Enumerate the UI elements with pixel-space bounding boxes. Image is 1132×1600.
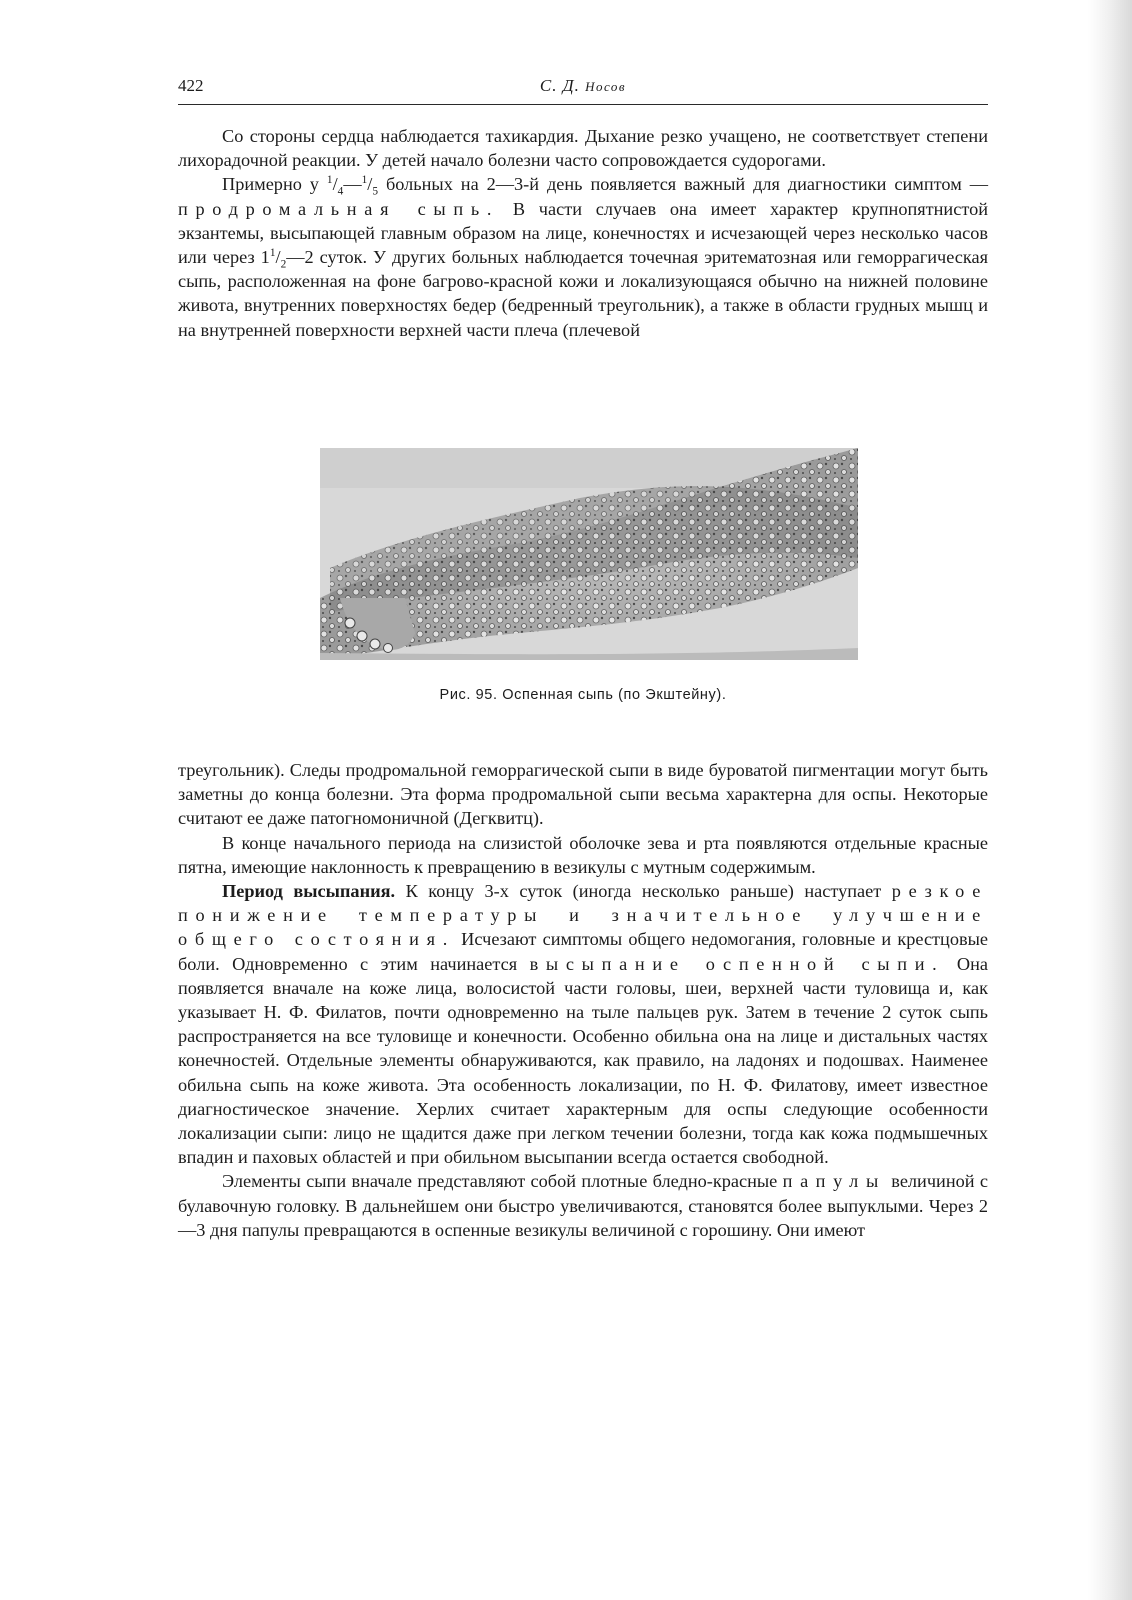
running-head-author [178, 76, 988, 96]
page-edge-shadow [1088, 0, 1132, 1600]
paragraph-5 [178, 879, 988, 1169]
p6-text-a: Элементы сыпи вначале представляют собой плотные бледно-красные [222, 1171, 778, 1192]
paragraph-4: В конце начального периода на слизистой оболочке зева и рта появляются отдельные красные пятна, имеющие наклонность к превращению в везикулы с мутным содержимым. [178, 832, 988, 877]
paragraph-1: Со стороны сердца наблюдается тахикардия. Дыхание резко учащено, не соответствует степени лихорадочной реакции. У детей начало болезни часто сопровождается судорогами. [178, 126, 988, 171]
section-heading-eruption-period: Период высыпания. [222, 881, 396, 902]
p6-spaced-term: папулы [782, 1171, 886, 1192]
p5-text-a: К концу 3-х суток (иногда несколько раньше) наступает [405, 881, 882, 902]
p2-text-a: Примерно у [222, 174, 319, 195]
frac1-den: 4 [337, 186, 344, 199]
frac1-num: 1 [326, 174, 333, 187]
bottom-text-block [178, 758, 988, 1242]
p5-spaced-term-2: высыпание оспенной сыпи. [529, 953, 945, 974]
p2-text-b: больных на 2—3-й день появляется важный для диагностики симптом — [385, 174, 988, 195]
p5-text-c: Она появляется вначале на коже лица, волосистой части головы, шеи, верхней части туловища и, как указывает Н. Ф. Филатов, почти одновременно на тыле пальцев рук. Затем в течение 2 суток сыпь распространяется на все туловище и конечности. Особенно обильна она на лице и дистальных частях конечностей. Отдельные элементы обнаруживаются, как правило, на ладонях и подошвах. Наименее обильна сыпь на коже живота. Эта особенность локализации, по Н. Ф. Филатову, имеет известное диагностическое значение. Херлих считает характерным для оспы следующие особенности локализации сыпи: лицо не щадится даже при легком течении болезни, тогда как кожа подмышечных впадин и паховых областей и при обильном высыпании всегда остается свободной. [178, 953, 988, 1168]
top-text-block [178, 124, 988, 342]
paragraph-2: Примерно у $^1/_4—^1/_5$ больных на 2—3-й день появляется важный для диагностики симптом — продромальная сыпь. В части случаев она имеет характер крупнопятнистой экзантемы, высыпающей главным образом на лице, конечностях и исчезающей через несколько часов или через $1^1/_2—2$ суток. У других больных наблюдается точечная эритематозная или геморрагическая сыпь, расположенная на фоне багрово-красной кожи и локализующаяся обычно на нижней половине живота, внутренних поверхностях бедер (бедренный треугольник), а также в области грудных мышц и на внутренней поверхности верхней части плеча (плечевой [178, 174, 988, 340]
author-surname: Носов [585, 79, 627, 94]
figure-caption: Рис. 95. Оспенная сыпь (по Экштейну). [439, 687, 727, 703]
p2-text-c: В части случаев она имеет характер крупнопятнистой экзантемы, высыпающей главным образом на лице, конечностях и исчезающей через несколько часов или через 1 [178, 198, 988, 268]
frac2-num: 1 [361, 174, 368, 187]
paragraph-3: треугольник). Следы продромальной геморрагической сыпи в виде буроватой пигментации могут быть заметны до конца болезни. Эта форма продромальной сыпи весьма характерна для оспы. Некоторые считают ее даже патогномоничной (Дегквитц). [178, 760, 988, 829]
author-initials: С. Д. [539, 76, 580, 95]
p5-text-b: Исчезают симптомы общего недомогания, головные и крестцовые боли. Одновременно с этим начинается [178, 929, 988, 974]
p2-dash: — [343, 174, 362, 195]
figure-smallpox-rash-photo [320, 448, 858, 660]
p5-spaced-term-1: резкое понижение температуры и значительное улучшение общего состояния. [178, 881, 989, 950]
p6-text-b: величиной с булавочную головку. В дальнейшем они быстро увеличиваются, становятся более выпуклыми. Через 2—3 дня папулы превращаются в оспенные везикулы величиной с горошину. Они имеют [178, 1171, 988, 1240]
paragraph-6 [178, 1169, 988, 1242]
frac2-den: 5 [372, 186, 379, 199]
page-number: 422 [178, 76, 204, 95]
p2-text-d: —2 суток. У других больных наблюдается точечная эритематозная или геморрагическая сыпь, расположенная на фоне багрово-красной кожи и локализующаяся обычно на нижней половине живота, внутренних поверхностях бедер (бедренный треугольник), а также в области грудных мышц и на внутренней поверхности верхней части плеча (плечевой [178, 247, 988, 340]
frac3-den: 2 [280, 258, 287, 271]
p2-spaced-term: продромальная сыпь. [178, 198, 500, 219]
running-header [178, 76, 988, 105]
frac3-num: 1 [269, 246, 276, 259]
leg-photo-illustration [320, 448, 858, 660]
